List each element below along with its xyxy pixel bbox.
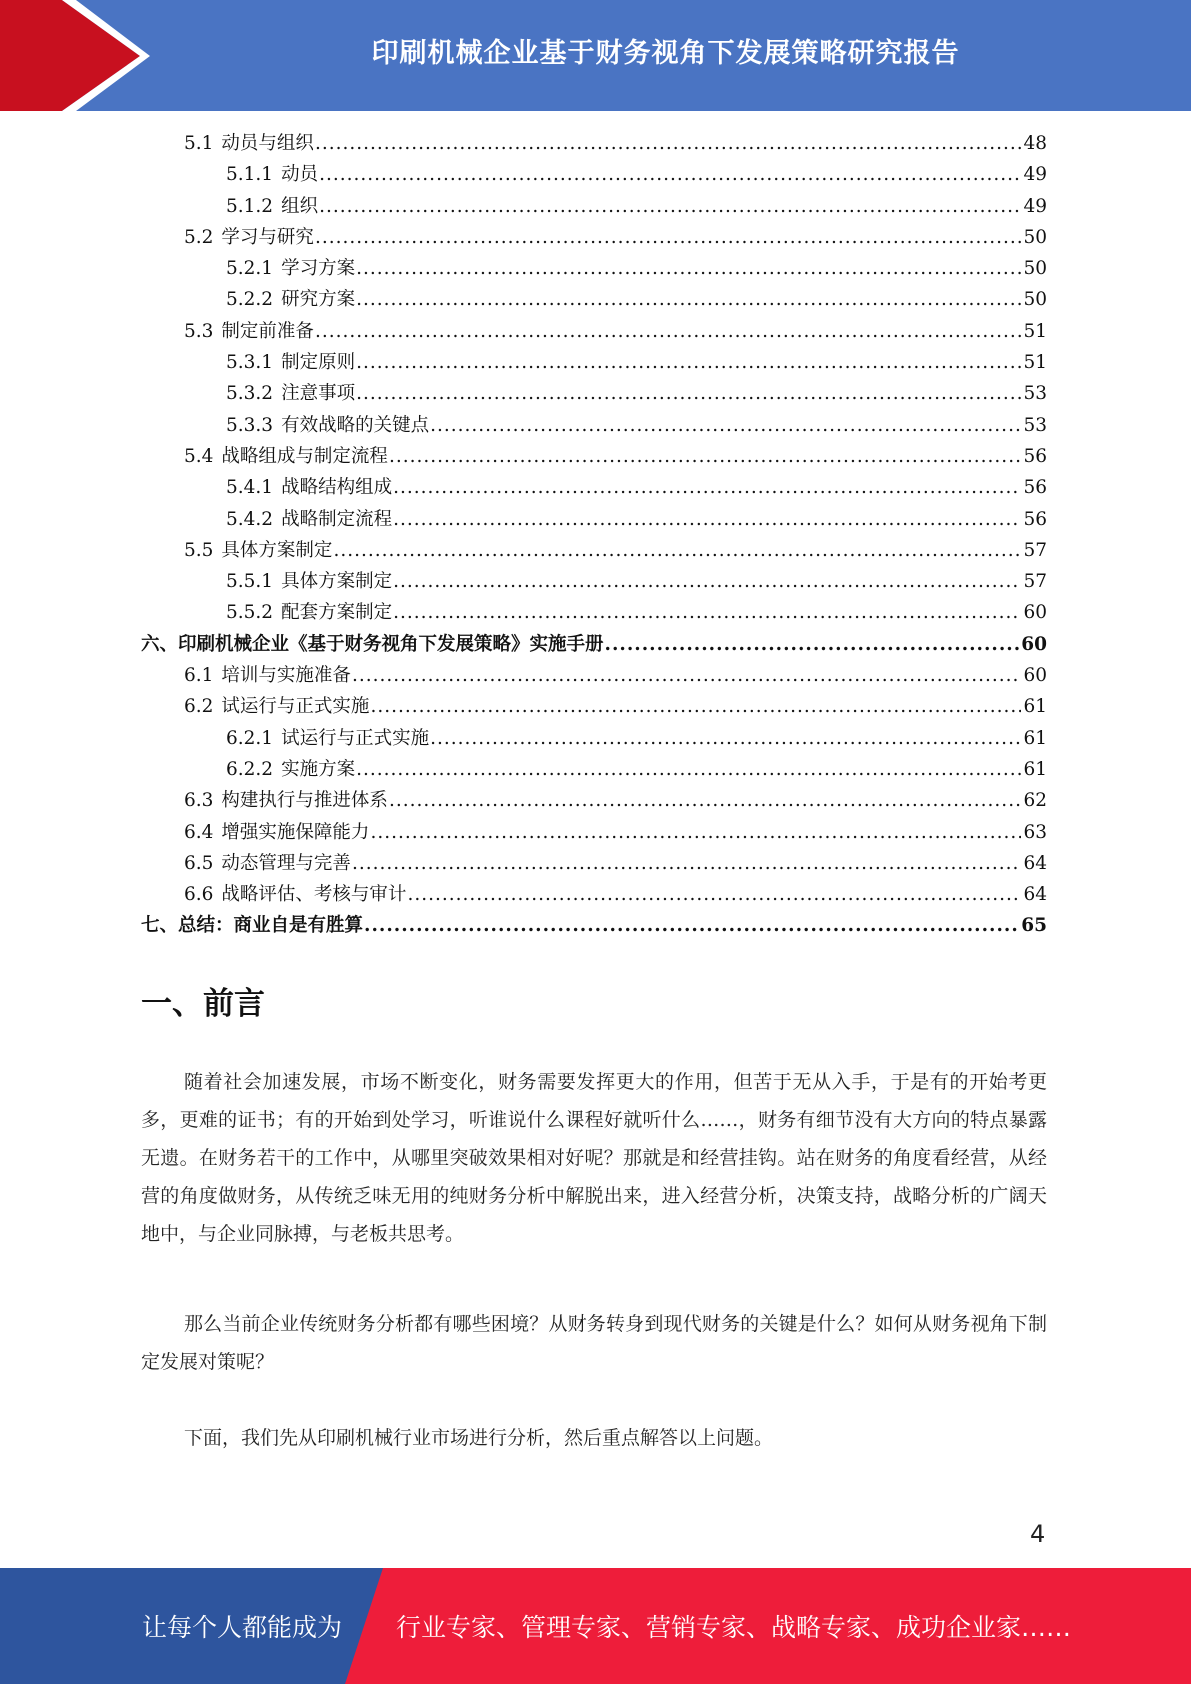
toc-dot-leader: [370, 691, 1021, 722]
toc-entry-label: 具体方案制定: [221, 539, 333, 561]
toc-dot-leader: [333, 535, 1021, 566]
toc-entry[interactable]: [141, 284, 1047, 315]
toc-dot-leader: [393, 566, 1021, 597]
toc-entry-number: 6.2: [184, 696, 214, 718]
toc-entry[interactable]: [141, 222, 1047, 253]
toc-entry-label: 战略制定流程: [281, 508, 393, 530]
toc-entry-number: 5.1.2: [226, 195, 274, 217]
toc-dot-leader: [407, 879, 1021, 910]
toc-entry-number: 6.4: [184, 821, 214, 843]
toc-entry[interactable]: [141, 629, 1047, 660]
toc-entry-page: 56: [1023, 477, 1047, 499]
toc-dot-leader: [389, 785, 1022, 816]
toc-entry[interactable]: [141, 316, 1047, 347]
toc-entry-page: 64: [1023, 884, 1047, 906]
toc-entry-page: 65: [1021, 915, 1047, 937]
toc-entry-page: 60: [1021, 633, 1047, 655]
toc-entry-label: 培训与实施准备: [221, 665, 351, 687]
toc-dot-leader: [315, 316, 1022, 347]
toc-dot-leader: [315, 222, 1022, 253]
toc-entry-number: 5.4.2: [226, 508, 274, 530]
page-footer: [0, 1568, 1191, 1684]
toc-entry-label: 学习与研究: [221, 226, 314, 248]
toc-entry-label: 有效战略的关键点: [281, 414, 430, 436]
toc-entry[interactable]: [141, 660, 1047, 691]
toc-entry-page: 50: [1023, 226, 1047, 248]
toc-entry-label: 组织: [281, 195, 319, 217]
toc-dot-leader: [352, 660, 1022, 691]
toc-entry-label: 七、总结：商业自是有胜算: [141, 915, 364, 937]
toc-entry-number: 6.2.2: [226, 758, 274, 780]
toc-entry-number: 5.4: [184, 445, 214, 467]
toc-entry-page: 61: [1023, 727, 1047, 749]
toc-entry-page: 56: [1023, 508, 1047, 530]
toc-entry-number: 5.4.1: [226, 477, 274, 499]
toc-entry[interactable]: [141, 472, 1047, 503]
header-title: 印刷机械企业基于财务视角下发展策略研究报告: [371, 37, 960, 69]
toc-entry-label: 战略评估、考核与审计: [221, 884, 407, 906]
toc-dot-leader: [393, 472, 1021, 503]
toc-entry-label: 实施方案: [281, 758, 356, 780]
toc-entry-page: 53: [1023, 414, 1047, 436]
toc-entry-page: 53: [1023, 383, 1047, 405]
toc-entry[interactable]: [141, 785, 1047, 816]
toc-dot-leader: [356, 253, 1021, 284]
toc-entry-number: 6.3: [184, 790, 214, 812]
toc-entry-page: 51: [1023, 352, 1047, 374]
toc-entry-number: 5.3: [184, 320, 214, 342]
toc-entry-label: 注意事项: [281, 383, 356, 405]
toc-entry-page: 60: [1023, 665, 1047, 687]
toc-entry-number: 5.3.2: [226, 383, 274, 405]
toc-dot-leader: [389, 441, 1022, 472]
toc-entry[interactable]: [141, 566, 1047, 597]
toc-entry[interactable]: [141, 535, 1047, 566]
toc-entry-label: 试运行与正式实施: [281, 727, 430, 749]
header-red-arrow: [0, 0, 140, 111]
toc-dot-leader: [393, 597, 1021, 628]
toc-entry-label: 构建执行与推进体系: [221, 790, 388, 812]
toc-entry-page: 50: [1023, 289, 1047, 311]
toc-entry-label: 制定原则: [281, 352, 356, 374]
toc-dot-leader: [352, 848, 1022, 879]
toc-entry-label: 制定前准备: [221, 320, 314, 342]
toc-entry-label: 战略组成与制定流程: [221, 445, 388, 467]
toc-entry[interactable]: [141, 504, 1047, 535]
toc-entry-page: 61: [1023, 758, 1047, 780]
toc-entry-page: 62: [1023, 790, 1047, 812]
toc-dot-leader: [315, 128, 1022, 159]
toc-dot-leader: [356, 347, 1021, 378]
body-paragraph: 随着社会加速发展，市场不断变化，财务需要发挥更大的作用，但苦于无从入手，于是有的开始考更多，更难的证书；有的开始到处学习，听谁说什么课程好就听什么……，财务有细节没有大方向的特点暴露无遗。在财务若干的工作中，从哪里突破效果相对好呢？那就是和经营挂钩。站在财务的角度看经营，从经营的角度做财务，从传统乏味无用的纯财务分析中解脱出来，进入经营分析，决策支持，战略分析的广阔天地中，与企业同脉搏，与老板共思考。: [141, 1071, 1047, 1245]
toc-entry[interactable]: [141, 159, 1047, 190]
toc-entry-page: 48: [1023, 133, 1047, 154]
section-heading: 一、前言: [141, 986, 265, 1022]
toc-entry[interactable]: [141, 879, 1047, 910]
toc-entry-number: 6.2.1: [226, 727, 274, 749]
toc-entry-page: 50: [1023, 258, 1047, 280]
toc-entry-page: 56: [1023, 445, 1047, 467]
toc-entry-label: 学习方案: [281, 258, 356, 280]
toc-entry-page: 57: [1023, 539, 1047, 561]
toc-entry[interactable]: [141, 723, 1047, 754]
page-header: [0, 0, 1191, 111]
toc-entry-label: 研究方案: [281, 289, 356, 311]
toc-entry-number: 6.6: [184, 884, 214, 906]
toc-entry-page: 49: [1023, 164, 1047, 186]
toc-entry[interactable]: [141, 128, 1047, 159]
toc-entry-number: 5.3.3: [226, 414, 274, 436]
toc-entry-number: 5.5.1: [226, 571, 274, 593]
toc-entry-label: 试运行与正式实施: [221, 696, 370, 718]
toc-entry[interactable]: [141, 754, 1047, 785]
toc-entry[interactable]: [141, 910, 1047, 941]
toc-entry-number: 6.5: [184, 852, 214, 874]
body-paragraph: 下面，我们先从印刷机械行业市场进行分析，然后重点解答以上问题。: [184, 1427, 774, 1449]
toc-dot-leader: [430, 723, 1021, 754]
toc-entry[interactable]: [141, 378, 1047, 409]
toc-entry-number: 5.1.1: [226, 164, 274, 186]
page-number: 4: [1030, 1520, 1046, 1548]
toc-dot-leader: [319, 159, 1021, 190]
footer-slogan-right: 行业专家、管理专家、营销专家、战略专家、成功企业家……: [396, 1613, 1072, 1642]
footer-slogan-left: 让每个人都能成为: [142, 1613, 343, 1642]
toc-dot-leader: [356, 378, 1021, 409]
toc-dot-leader: [370, 817, 1021, 848]
toc-entry[interactable]: [141, 347, 1047, 378]
toc-entry-number: 5.2: [184, 226, 214, 248]
toc-entry[interactable]: [141, 253, 1047, 284]
toc-dot-leader: [319, 191, 1021, 222]
toc-entry-page: 63: [1023, 821, 1047, 843]
toc-dot-leader: [605, 629, 1020, 660]
toc-entry-number: 5.5: [184, 539, 214, 561]
toc-entry[interactable]: [141, 191, 1047, 222]
toc-entry-label: 动员: [281, 164, 319, 186]
toc-entry-label: 六、印刷机械企业《基于财务视角下发展策略》实施手册: [141, 633, 604, 655]
toc-entry-number: 5.3.1: [226, 352, 274, 374]
toc-entry-page: 64: [1023, 852, 1047, 874]
toc-entry-label: 动员与组织: [221, 133, 314, 154]
toc-entry[interactable]: [141, 691, 1047, 722]
toc-entry-page: 60: [1023, 602, 1047, 624]
toc-entry-number: 5.2.1: [226, 258, 274, 280]
toc-entry-label: 配套方案制定: [281, 602, 393, 624]
toc-dot-leader: [430, 410, 1021, 441]
toc-entry-label: 战略结构组成: [281, 477, 393, 499]
toc-dot-leader: [356, 754, 1021, 785]
toc-entry-label: 具体方案制定: [281, 571, 393, 593]
toc-entry-page: 49: [1023, 195, 1047, 217]
toc-entry[interactable]: [141, 597, 1047, 628]
toc-entry-label: 增强实施保障能力: [221, 821, 370, 843]
toc-entry-number: 6.1: [184, 665, 214, 687]
table-of-contents: [141, 128, 1047, 942]
body-paragraph: 那么当前企业传统财务分析都有哪些困境？从财务转身到现代财务的关键是什么？如何从财务视角下制定发展对策呢？: [141, 1313, 1047, 1373]
toc-dot-leader: [356, 284, 1021, 315]
toc-entry[interactable]: [141, 441, 1047, 472]
toc-entry[interactable]: [141, 410, 1047, 441]
toc-entry[interactable]: [141, 848, 1047, 879]
toc-dot-leader: [364, 910, 1019, 941]
toc-entry-number: 5.1: [184, 133, 214, 154]
toc-dot-leader: [393, 504, 1021, 535]
toc-entry-number: 5.5.2: [226, 602, 274, 624]
toc-entry-page: 51: [1023, 320, 1047, 342]
toc-entry-page: 61: [1023, 696, 1047, 718]
toc-entry-label: 动态管理与完善: [221, 852, 351, 874]
toc-entry-page: 57: [1023, 571, 1047, 593]
toc-entry-number: 5.2.2: [226, 289, 274, 311]
toc-entry[interactable]: [141, 817, 1047, 848]
